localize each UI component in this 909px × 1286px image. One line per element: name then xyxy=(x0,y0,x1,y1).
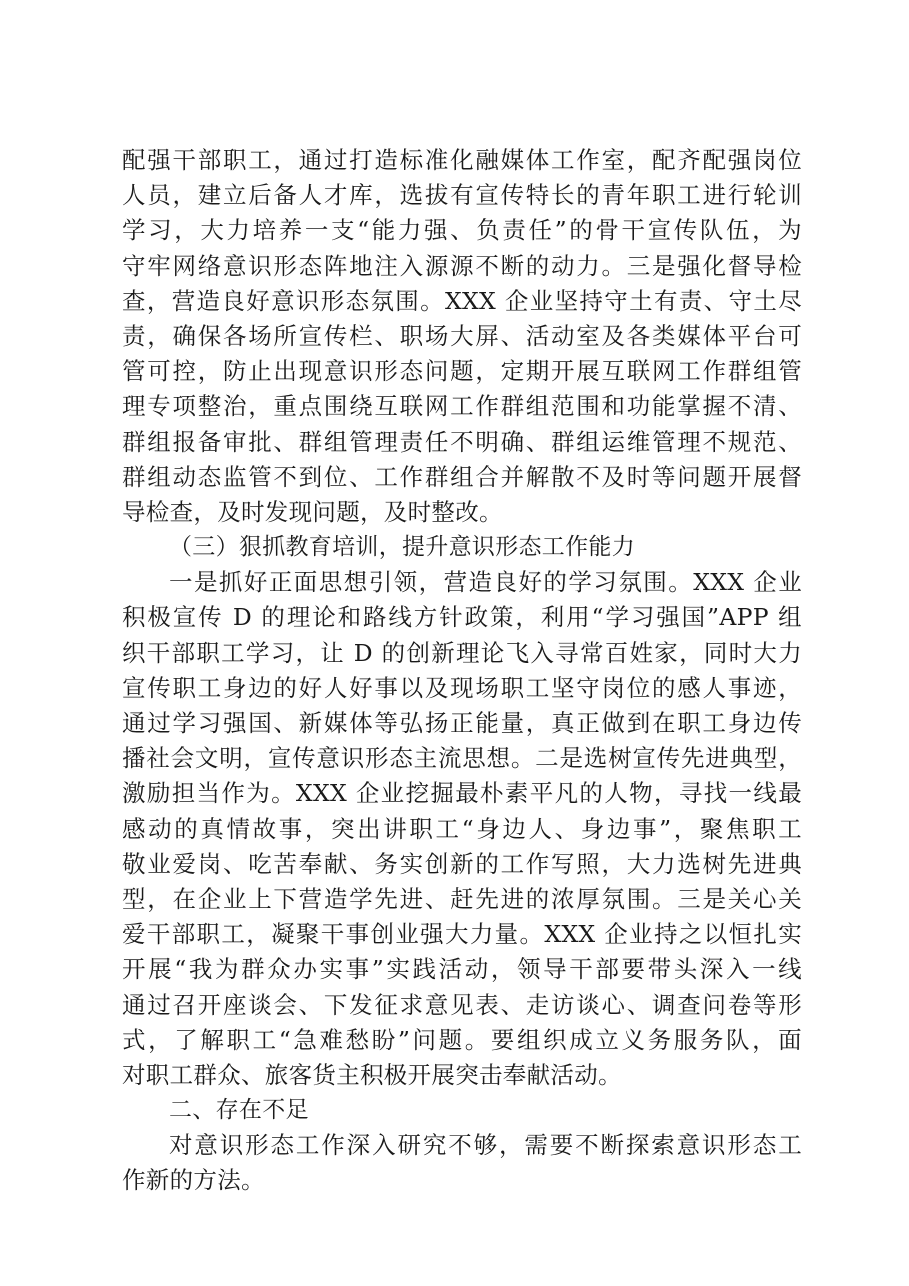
text-line: 型，在企业上下营造学先进、赶先进的浓厚氛围。三是关心关 xyxy=(122,884,802,913)
text-line: 敬业爱岗、吃苦奉献、务实创新的工作写照，大力选树先进典 xyxy=(122,849,802,878)
text-line: 宣传职工身边的好人好事以及现场职工坚守岗位的感人事迹， xyxy=(122,673,802,702)
text-line: 通过学习强国、新媒体等弘扬正能量，真正做到在职工身边传 xyxy=(122,709,802,737)
section-heading: （三）狠抓教育培训，提升意识形态工作能力 xyxy=(169,534,635,561)
text-line: 通过召开座谈会、下发征求意见表、走访谈心、调查问卷等形 xyxy=(122,990,802,1019)
text-line: 配强干部职工，通过打造标准化融媒体工作室，配齐配强岗位 xyxy=(122,146,802,174)
text-line: 作新的方法。 xyxy=(122,1166,265,1195)
text-line: 式，了解职工“急难愁盼”问题。要组织成立义务服务队，面 xyxy=(122,1025,802,1054)
text-line: 对意识形态工作深入研究不够，需要不断探索意识形态工 xyxy=(169,1131,802,1160)
text-line: 积极宣传 D 的理论和路线方针政策，利用“学习强国”APP 组 xyxy=(122,603,802,632)
text-line: 播社会文明，宣传意识形态主流思想。二是选树宣传先进典型， xyxy=(122,744,802,773)
text-line: 感动的真情故事，突出讲职工“身边人、身边事”，聚焦职工 xyxy=(122,814,802,843)
text-line: 开展“我为群众办实事”实践活动，领导干部要带头深入一线 xyxy=(122,955,802,984)
text-line: 责，确保各场所宣传栏、职场大屏、活动室及各类媒体平台可 xyxy=(122,321,802,350)
body-text xyxy=(122,143,802,1199)
text-line: 群组动态监管不到位、工作群组合并解散不及时等问题开展督 xyxy=(122,462,802,491)
text-line: 人员，建立后备人才库，选拔有宣传特长的青年职工进行轮训 xyxy=(122,181,802,210)
text-line: 一是抓好正面思想引领，营造良好的学习氛围。XXX 企业 xyxy=(169,568,802,597)
text-line: 激励担当作为。XXX 企业挖掘最朴素平凡的人物，寻找一线最 xyxy=(122,779,802,808)
text-line: 导检查，及时发现问题，及时整改。 xyxy=(122,497,503,526)
text-line: 对职工群众、旅客货主积极开展突击奉献活动。 xyxy=(122,1060,622,1089)
text-line: 群组报备审批、群组管理责任不明确、群组运维管理不规范、 xyxy=(122,427,802,456)
text-line: 查，营造良好意识形态氛围。XXX 企业坚持守土有责、守土尽 xyxy=(122,286,802,315)
text-line: 理专项整治，重点围绕互联网工作群组范围和功能掌握不清、 xyxy=(122,392,802,421)
text-line: 爱干部职工，凝聚干事创业强大力量。XXX 企业持之以恒扎实 xyxy=(122,920,802,949)
text-line: 管可控，防止出现意识形态问题，定期开展互联网工作群组管 xyxy=(122,357,802,386)
text-line: 学习，大力培养一支“能力强、负责任”的骨干宣传队伍，为 xyxy=(122,216,802,245)
text-line: 织干部职工学习，让 D 的创新理论飞入寻常百姓家，同时大力 xyxy=(122,638,802,667)
text-line: 守牢网络意识形态阵地注入源源不断的动力。三是强化督导检 xyxy=(122,251,802,280)
section-heading: 二、存在不足 xyxy=(169,1097,309,1124)
